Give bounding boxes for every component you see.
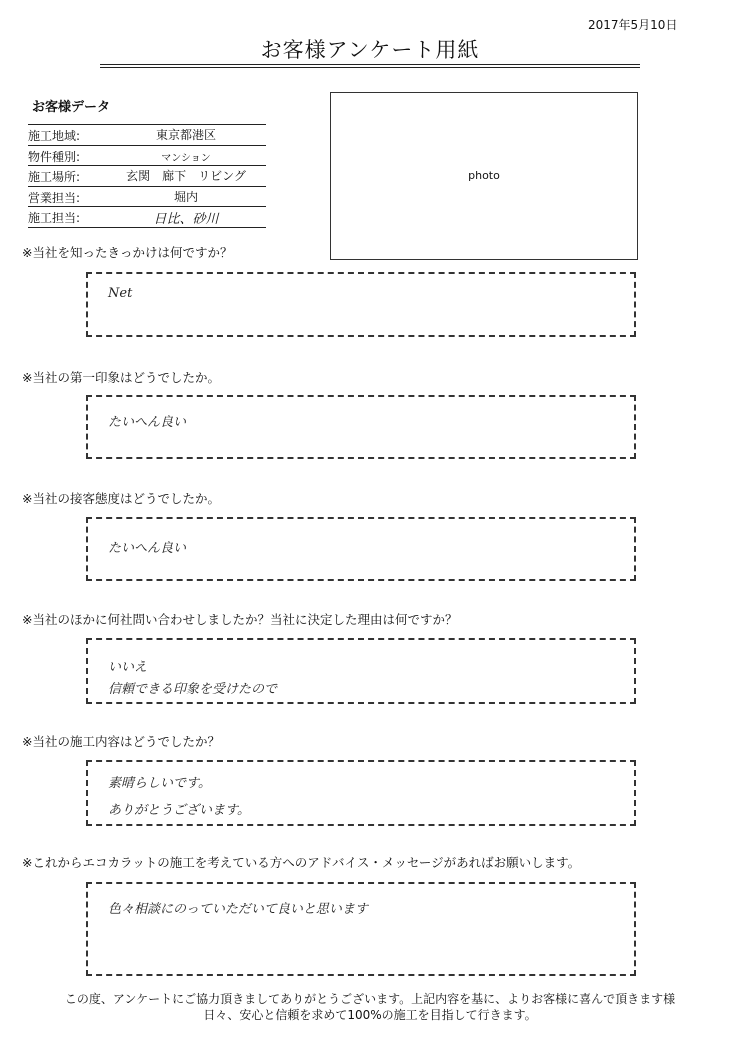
info-value-handwritten: 日比、砂川 <box>153 212 219 227</box>
answer-text: 信頼できる印象を受けたので <box>108 682 278 697</box>
answer-box-5 <box>86 760 636 826</box>
question-6: ※これからエコカラットの施工を考えている方へのアドバイス・メッセージがあればお願いします。 <box>22 855 581 870</box>
info-row-area <box>28 124 266 146</box>
info-label: 施工地域: <box>28 129 81 143</box>
answer-text: たいへん良い <box>108 415 187 430</box>
info-row-location <box>28 166 266 187</box>
info-value: 東京都港区 <box>155 128 216 142</box>
info-row-property-type <box>28 146 266 167</box>
answer-text: ありがとうございます。 <box>108 803 250 818</box>
answer-text: 素晴らしいです。 <box>108 776 211 791</box>
photo-box <box>330 92 638 260</box>
question-5: ※当社の施工内容はどうでしたか？ <box>22 734 220 749</box>
info-label: 施工担当: <box>28 211 81 225</box>
customer-info-table <box>28 124 266 228</box>
answer-text: いいえ <box>108 660 148 675</box>
info-row-sales <box>28 187 266 208</box>
info-row-installer <box>28 207 266 228</box>
question-4: ※当社のほかに何社問い合わせしましたか？当社に決定した理由は何ですか？ <box>22 612 458 627</box>
answer-box-6 <box>86 882 636 976</box>
footer-line: 日々、安心と信頼を求めて100%の施工を目指して行きます。 <box>203 1008 537 1022</box>
footer-message <box>0 991 740 1023</box>
answer-box-1 <box>86 272 636 337</box>
answer-box-3 <box>86 517 636 581</box>
survey-date: 2017年5月10日 <box>588 18 678 32</box>
title-underline <box>100 64 640 68</box>
info-label: 営業担当: <box>28 190 81 205</box>
footer-line: この度、アンケートにご協力頂きましてありがとうございます。上記内容を基に、よりお客様に喜んで頂きます様 <box>64 992 676 1006</box>
info-value: マンション <box>161 152 211 164</box>
answer-text: Net <box>108 286 133 301</box>
answer-box-2 <box>86 395 636 459</box>
page-title: お客様アンケート用紙 <box>260 38 480 62</box>
info-label: 物件種別: <box>28 149 81 164</box>
photo-label: photo <box>468 169 500 182</box>
info-label: 施工場所: <box>28 170 81 184</box>
info-value: 堀内 <box>173 189 198 204</box>
answer-text: たいへん良い <box>108 541 187 556</box>
answer-box-4 <box>86 638 636 704</box>
info-value: 玄関 廊下 リビング <box>126 169 246 183</box>
customer-data-heading: お客様データ <box>32 100 111 115</box>
answer-text: 色々相談にのっていただいて良いと思います <box>108 902 368 917</box>
question-1: ※当社を知ったきっかけは何ですか？ <box>22 245 233 260</box>
question-3: ※当社の接客態度はどうでしたか。 <box>22 491 220 506</box>
question-2: ※当社の第一印象はどうでしたか。 <box>22 370 220 385</box>
